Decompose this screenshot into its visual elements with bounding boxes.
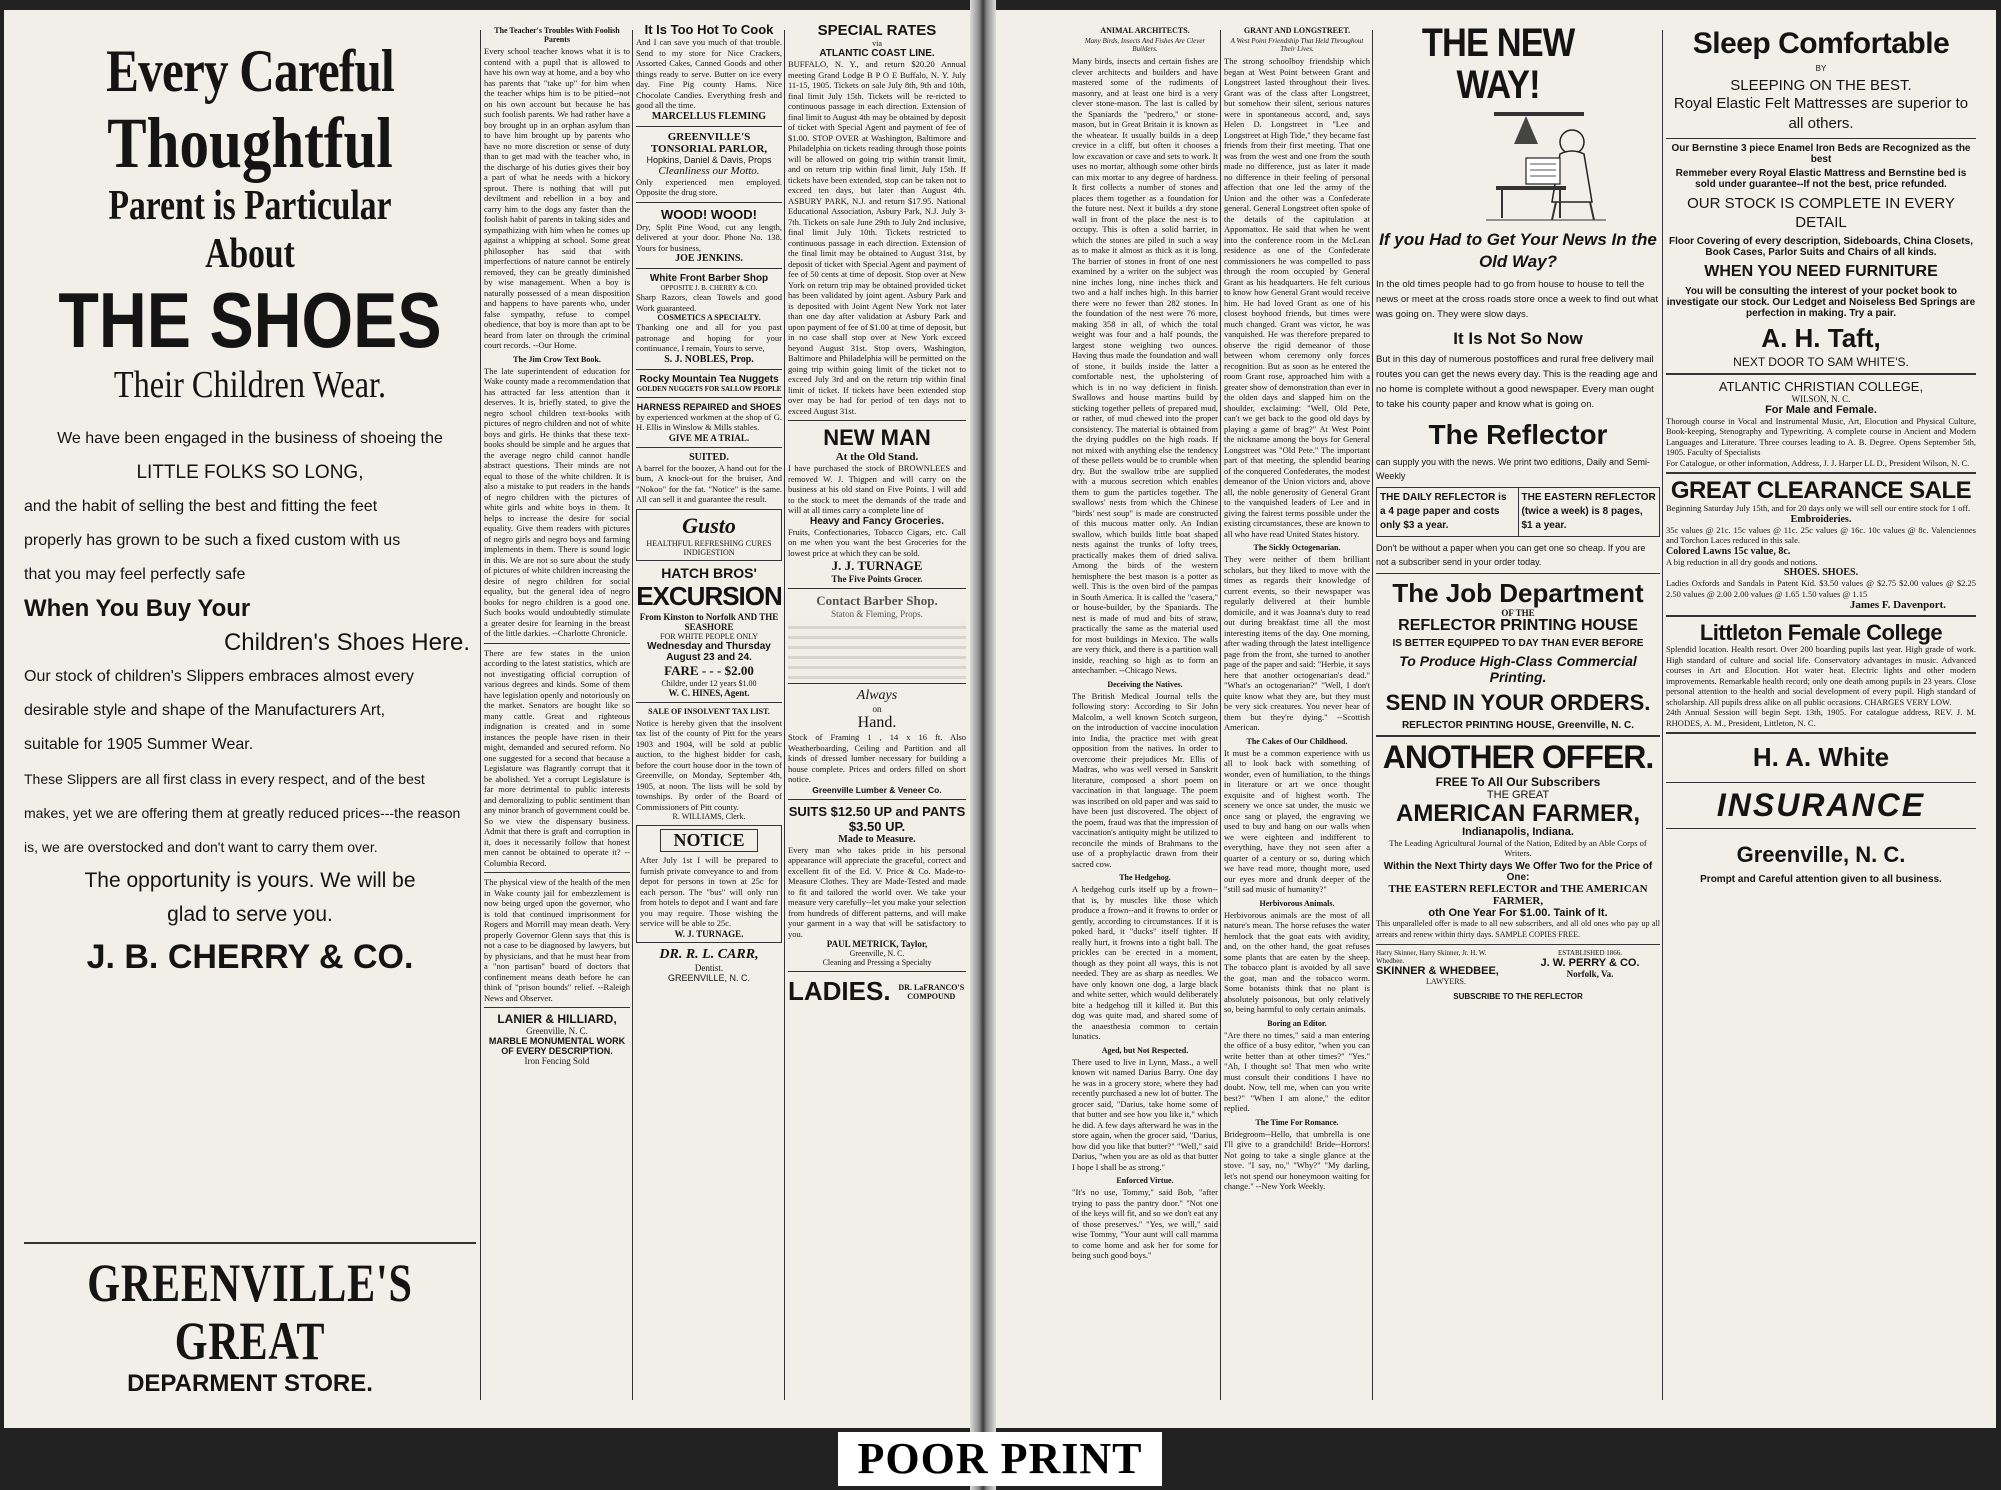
hatch-bros-children: Childre, under 12 years $1.00 (661, 678, 757, 688)
column-rule (632, 30, 633, 1400)
shoe-ad-para-15: glad to serve you. (167, 903, 333, 926)
hatch-bros-excursion: EXCURSION (636, 580, 782, 611)
special-rates-text: BUFFALO, N. Y., and return $20.20 Annual meeting Grand Lodge B P O E Buffalo, N. Y. July 11-15, 1905. Tickets on sale July 8th, 9th and 10th, final limit July 15th. Tickets will be re-ricted to continuous passage in each direction. Extension of final limit to August 4th may be obtained by deposit of ticket with Special Agent and payment of fee of $1.00. STOP OVER at Washington, Baltimore and Philadelphia on tickets reading through those points will be allowed on going trip within transit limit, and on return trip within final limit, July 15th. If tickets have been extended, stop can be taken not to exceed ten days, but later than August 4th. ASBURY PARK, N.J. and return $17.95. National Educational Association, Asbury Park, N.J. July 3-7th. Tickets on sale June 29th to July 2nd inclusive, final limit July 10th. Tickets restricted to continuous passage in each direction. Extension of the final limit may be obtained to August 31st, by deposit of ticket with Special Agent and payment of fee of 50 cents at time of deposit. Stop over at New York on return trip may be obtained provided ticket has been validated by joint agent. Asbury Park and is deposited with Joint Agent New York not later than one day after validation at Asbury Park and upon payment of fee of $1.00 at time of deposit, but in no case shall stop over at New York exceed beyond August 31st. Stop overs, Washington, Baltimore and Philadelphia will be permitted on the going trip within going limit of the ticket not to exceed July 3rd and on the return trip within final limit of ticket. If tickets have been extended stop over may be had for period of ten days not to exceed August 31st. (788, 59, 966, 416)
littleton-session: 24th Annual Session will begin Sept. 13th, 1905. For catalogue address, REV. J. M. RHODES, A. M., President, Littleton, N. C. (1666, 707, 1976, 728)
too-hot-ad-signature: MARCELLUS FLEMING (651, 110, 767, 122)
suited-ad-title: SUITED. (689, 451, 729, 463)
article-heading: Herbivorous Animals. (1259, 898, 1335, 908)
clearance-values: 35c values @ 21c. 15c values @ 11c. 25c values @ 16c. 10c values @ 8c. Valenciennes and Torchon Laces reduced in this sale. (1666, 524, 1976, 546)
poor-print-label: POOR PRINT (838, 1432, 1162, 1486)
shoe-ad-para-7: Children's Shoes Here. (223, 629, 470, 656)
american-farmer: AMERICAN FARMER, (1396, 800, 1640, 828)
divider (1666, 782, 1976, 783)
lanier-ad-fencing: Iron Fencing Sold (524, 1056, 590, 1066)
left-column-4 (788, 22, 966, 1418)
reflector-brand: The Reflector (1428, 418, 1608, 450)
divider (636, 369, 782, 370)
article-heading: GRANT AND LONGSTREET. (1243, 26, 1351, 35)
article-heading: Deceiving the Natives. (1107, 679, 1183, 689)
shoe-ad-para-2: LITTLE FOLKS SO LONG, (136, 462, 364, 483)
article-heading: Enforced Virtue. (1116, 1176, 1174, 1185)
column-rule (784, 30, 785, 1400)
shoe-ad-para-5: that you may feel perfectly safe (24, 566, 246, 583)
new-man-signature-2: The Five Points Grocer. (831, 574, 923, 584)
hatch-bros-for: FOR WHITE PEOPLE ONLY (660, 631, 758, 641)
perry-title: J. W. PERRY & CO. (1540, 957, 1640, 970)
divider (1666, 472, 1976, 474)
shoe-ad-para-12: makes, yet we are offering them at greatly reduced prices---the reason (24, 805, 461, 821)
article-heading: The Jim Crow Text Book. (513, 354, 601, 364)
sleep-best: SLEEPING ON THE BEST. (1730, 76, 1912, 94)
clearance-lawns: Colored Lawns 15c value, 8c. (1666, 545, 1791, 557)
article-heading: The Sickly Octogenarian. (1253, 543, 1341, 552)
suits-title: SUITS $12.50 UP and PANTS $3.50 UP. (788, 803, 966, 834)
divider (484, 643, 630, 644)
reflector-text-2: Don't be without a paper when you can get one so cheap. If you are not a subscriber send in your order today. (1376, 543, 1646, 568)
american-farmer-location: Indianapolis, Indiana. (1462, 826, 1574, 839)
shoe-ad-para-11: These Slippers are all first class in every respect, and of the best (24, 771, 425, 787)
new-way-heading-2: It Is Not So Now (1453, 329, 1583, 348)
white-front-ad-sub: OPPOSITE J. B. CHERRY & CO. (660, 284, 758, 292)
college-contact: For Catalogue, or other information, Address, J. J. Harper LL D., President Wilson, N. C. (1666, 457, 1970, 468)
wood-ad-signature: JOE JENKINS. (675, 253, 743, 264)
column-rule (1372, 30, 1373, 1400)
sleep-mattress: Royal Elastic Felt Mattresses are superior to all others. (1673, 94, 1969, 132)
divider (636, 268, 782, 269)
right-page (996, 10, 1996, 1428)
hatch-bros-dates: Wednesday and Thursday August 23 and 24. (647, 640, 771, 663)
faded-print-block (788, 619, 966, 679)
divider (788, 971, 966, 972)
wood-ad-text: Dry, Split Pine Wood, cut any length, delivered at your door. Phone No. 138. Yours for business, (636, 221, 782, 253)
article-heading: The Time For Romance. (1255, 1117, 1339, 1127)
skinner-lawyers: LAWYERS. (1425, 977, 1467, 987)
special-rates-via: via (872, 39, 882, 48)
article-body: The late superintendent of education for Wake county made a recommendation that has attracted far less attention than it deserves. It is, briefly stated, to give the negro school children text-books with pictures of negro children and not of white boys and girls. He thinks that these text-books should be simple and he argues that the average negro child cannot handle abstract questions. Their minds are not equal to those of the white children. It is also a mistake to put readers in the hands of negro children with the pictures of white girls and white boys in them. It helps to increase the desire for social equality. Give them readers with pictures of negro girls and negro boys and farming implements in them. There is sound logic in this. We are not so sure about the study of pictures of white children increasing the desire of negro children for social equality, but the general idea of negro books for negro children is a good one. Such books would undoubtedly stimulate a greater desire for learning in the breast of the little darkies. --Charlotte Chronicle. (484, 365, 630, 638)
littleton-title: Littleton Female College (1699, 620, 1943, 646)
article-body: The British Medical Journal tells the following story: According to Sir John Malcolm, a well known Scotch surgeon, on the introduction of vaccine inoculation into India, the practice met with great opposition from the natives. In order to overcome their prejudices Mr. Ellis of Madras, who was well versed in Sanskrit literature, composed a short poem on vaccination in that language. The poem was inscribed on old paper and was said to have been just discovered. The object of the poem, fraud was that the impression of vaccination's antiquity might be utilized to reconcile the minds of Brahmans to the use of a prophylactic drawn from their sacred cow. (1072, 690, 1218, 869)
suits-signature: PAUL METRICK, Taylor, (826, 939, 928, 949)
skinner-names: Harry Skinner, Harry Skinner, Jr. H. W. Whedbee. (1376, 949, 1487, 966)
shoe-ad-para-6: When You Buy Your (24, 595, 251, 622)
tonsorial-ad-text: Only experienced men employed. Opposite the drug store. (636, 176, 782, 197)
another-offer-title: ANOTHER OFFER. (1382, 739, 1654, 776)
perry-ad (1520, 949, 1660, 986)
right-column-3 (1376, 22, 1660, 1418)
divider (636, 126, 782, 127)
article-body: The physical view of the health of the men in Wake county jail for embezzlement is now being urged upon the governor, who is told that continued imprisonment for Rogers and Morrill may mean death. Very properly Governor Glenn says that this is not a case to be diagnosed by lawyers, but by physicians, and that he must hear from a "non partisan" board of doctors that confinement means death before he can think of "prison bounds" relief. --Raleigh News and Observer. (484, 877, 630, 1003)
tonsorial-ad-title: GREENVILLE'S TONSORIAL PARLOR, (650, 130, 768, 155)
divider (1666, 732, 1976, 734)
harness-ad-text: by experienced workmen at the shop of G. H. Ellis in Winslow & Mills stables. (636, 411, 782, 432)
tax-list-signature: R. WILLIAMS, Clerk. (672, 812, 746, 821)
reading-man-illustration (1376, 106, 1660, 224)
dr-carr-sub: Dentist. (694, 962, 724, 973)
another-offer-free: FREE To All Our Subscribers (1435, 775, 1601, 790)
shoe-ad-line-1: Every Careful (106, 38, 394, 104)
divider (1666, 373, 1976, 375)
clearance-reduction: A big reduction in all dry goods and notions. (1666, 556, 1818, 567)
always-title: Always (856, 688, 898, 703)
gusto-text: HEALTHFUL REFRESHING CURES INDIGESTION (646, 538, 772, 557)
tonsorial-ad-props: Hopkins, Daniel & Davis, Props (646, 154, 772, 165)
left-column-3 (636, 22, 782, 1418)
hatch-bros-title: HATCH BROS' (661, 564, 757, 581)
gusto-ad (636, 509, 782, 561)
white-name: H. A. White (1752, 742, 1890, 773)
gusto-brand: Gusto (682, 512, 736, 538)
daily-edition: THE DAILY REFLECTOR is a 4 page paper and costs only $3 a year. (1377, 488, 1519, 536)
hatch-bros-route: From Kinston to Norfolk AND THE SEASHORE (639, 611, 779, 632)
job-dept-title: The Job Department (1392, 578, 1644, 609)
white-front-ad-text-2: Thanking one and all for you past patronage and hoping for your continuance, I remain, Yours to serve, (636, 322, 782, 353)
perry-location: Norfolk, Va. (1566, 969, 1614, 980)
article-heading: ANIMAL ARCHITECTS. (1100, 26, 1190, 35)
article-subheading: A West Point Friendship That Held Throughout Their Lives. (1230, 37, 1364, 53)
skinner-title: SKINNER & WHEDBEE, (1376, 965, 1499, 978)
skinner-whedbee-ad (1376, 949, 1516, 986)
sleep-comfortable-title: Sleep Comfortable (1692, 27, 1950, 60)
job-dept-equipped: IS BETTER EQUIPPED TO DAY THAN EVER BEFORE (1392, 638, 1644, 650)
always-signature: Greenville Lumber & Veneer Co. (812, 784, 942, 795)
barber-shop-title: Contact Barber Shop. (816, 593, 938, 608)
always-hand: Hand. (857, 714, 897, 731)
new-way-title: THE NEW WAY! (1421, 22, 1575, 107)
always-text: Stock of Framing 1 , 14 x 16 ft. Also Weatherboarding, Ceiling and Partition and all kinds of dressed lumber necessary for building a house complete. Prices and orders filled on short notice. (788, 732, 966, 784)
sleep-floor: Floor Covering of every description, Sideboards, China Closets, Book Cases, Parlor Suits and Chairs of all kinds. (1669, 235, 1973, 258)
american-farmer-desc: The Leading Agricultural Journal of the Nation, Edited by an Able Corps of Writers. (1389, 838, 1647, 859)
shoe-ad-para-1: We have been engaged in the business of shoeing the (57, 430, 443, 447)
college-title: ATLANTIC CHRISTIAN COLLEGE, (1718, 378, 1924, 394)
sleep-investigate: You will be consulting the interest of your pocket book to investigate our stock. Our Ledget and Noiseless Bed Springs are perfection in making. Try a pair. (1666, 286, 1976, 320)
special-rates-line: ATLANTIC COAST LINE. (819, 48, 935, 59)
new-man-title: NEW MAN (823, 425, 931, 450)
cherry-shoe-ad (24, 38, 476, 977)
reflector-text: can supply you with the news. We print two editions, Daily and Semi-Weekly (1376, 457, 1650, 482)
divider (1376, 573, 1660, 574)
right-column-4 (1666, 22, 1976, 1418)
suits-text: Every man who takes pride in his personal appearance will appreciate the graceful, correct and excellent fit of the Ed. V. Price & Co. Made-to-Measure Clothes. They are Made-Tested and made to fit and tailored the world over. We take your measure very carefully--let you make your selection from hundreds of different patterns, and will make your garment in a way that will be satisfactory to you. (788, 844, 966, 939)
article-heading: The Cakes of Our Childhood. (1246, 736, 1348, 746)
job-dept-produce: To Produce High-Class Commercial Printing. (1399, 653, 1637, 686)
divider (1666, 828, 1976, 829)
article-body: Every school teacher knows what it is to contend with a pupil that is allowed to have his own way at home, and a boy who has parents that "take up" for him when the teacher whips him is to be pitied--not on his own account but because he has such foolish parents. We had rather have a boy brought up in an orphan asylum than to have him brought up by parents who have no more discretion or sense of duty than to get mad with the teacher who, in the discharge of his duties gives their boy a part of what he needs with a hickory sprout. There is nothing that will put deviltment and rebellion in a boy and carry him to the dogs any faster than the foolish habit of parents in taking sides and sympathizing with him when he comes up against a whipping at school. Some great philosopher has said that with imperfections of nature cannot be entirely removed, they can be greatly diminished by wise management. When a boy is naturally possessed of a mean disposition and happens to have parents who, under false sympathy, refuse to compel obedience, that boy is more than apt to be heard from later on through the criminal court records. --Our Home. (484, 46, 630, 350)
college-location: WILSON, N. C. (1791, 393, 1851, 404)
shoe-ad-para-8: Our stock of children's Slippers embraces almost every (24, 668, 414, 685)
clearance-title: GREAT CLEARANCE SALE (1670, 477, 1972, 505)
tonsorial-ad-motto: Cleanliness our Motto. (658, 164, 760, 177)
suited-ad-text: A barrel for the boozer, A hand out for the bum, A knock-out for the bruiser, And "Nokoo" for the fat. "Notice" is the same. All can sell it and guarantee the result. (636, 462, 782, 504)
white-front-ad-text: Sharp Razors, clean Towels and good Work guaranteed. (636, 292, 782, 313)
article-body: The strong schoolboy friendship which began at West Point between Grant and Longstreet lasted throughout their lives. Grant was of the class after Longstreet, but somehow their silent, serious natures were in spontaneous accord, and, says Helen D. Longstreet in "Lee and Longstreet at High Tide," they became fast friends from their first meeting. That one was from the west and one from the south made no difference, just as later it made no difference in their feeling of personal affection that one led the army of the Union and the other was a Confederate general. General Longstreet often spoke of the details of the capitulation at Appomattox. He said that when he went into the conference room in the McLean residence as one of the Confederate commissioners he was compelled to pass through the room occupied by General Grant as his headquarters. He felt curious to know how General Grant would receive him. He had loved Grant as one of his closest boyhood friends, but times were much changed. Grant was victor, he was vanquished. He was therefore prepared to observe the rigid demeanor of those between whom ceremony only forces recognition. But as soon as he entered the room Grant rose, approached him with a greater show of demonstration than ever in the olden days and slapped him on the shoulder, exclaiming: "Well, Old Pete, can't we get back to the good old days by playing a game of brag?" At West Point the nickname among the boys for General Longstreet was "Old Pete." The important part of that meeting, the splendid bearing of the conquered Confederates, the modest demeanor of the Union victors and, above all, the noble generosity of General Grant to the vanquished leaders of Lee and in giving the fairest terms possible under the existing circumstances, these are known to all who have read United States history. (1224, 56, 1370, 539)
new-man-signature: J. J. TURNAGE (831, 558, 923, 573)
tea-nuggets-ad-sub: GOLDEN NUGGETS FOR SALLOW PEOPLE (636, 384, 782, 393)
right-column-1 (1072, 22, 1218, 1418)
eastern-edition: THE EASTERN REFLECTOR (twice a week) is 8 pages, $1 a year. (1521, 492, 1656, 532)
shoe-ad-signature: J. B. CHERRY & CO. (86, 938, 414, 976)
clearance-shoe-values: Ladies Oxfords and Sandals in Patent Kid. $3.50 values @ $2.75 $2.00 values @ $2.25 2.50 values @ 2.00 2.00 values @ 1.65 1.50 values @ 1.15 (1666, 578, 1976, 599)
shoe-ad-line-4: THE SHOES (58, 276, 442, 364)
sleep-stock: OUR STOCK IS COMPLETE IN EVERY DETAIL (1687, 194, 1955, 231)
sleep-guarantee: Remmeber every Royal Elastic Mattress and Bernstine bed is sold under guarantee--If not the best, price refunded. (1675, 167, 1967, 190)
article-body: Many birds, insects and certain fishes are clever architects and builders and have mastered some of the rudiments of masonry, and at least one bird is a very clever stone-mason. The last is called by the Spaniards the "pedrero," or stone-mason, but in Great Britain it is known as the wheatear. It usually builds in a deep crevice in a cliff, but often it chooses a low excavation or cave and sets to work. It uses no mortar, although some other birds can mix mortar to any degree of hardness. It first collects a number of stones and places them together as a foundation for the future nest. Next it builds a dry stone wall in front of the place the nest is to occupy. This is often a solid barrier, in which the stones are piled in such a way as to make it almost as thick as it is long. The barrier of stones in front of one nest examined by a writer on the subject was nine inches long, nine inches thick and two and a half inches high. In this barrier there were no fewer than 282 stones. In the foundation of the nest were 76 more, making 358 in all, of which the total weight was four and a half pounds, the largest stone weighing two ounces. Having thus made the foundation and wall of stone, it builds inside the latter a comfortable nest, the upholstering of which is in no way deficient in finish. Swallows and house martins build by sticking together pellets of prepared mud, or rather, of mud chewed into the proper consistency. The material is obtained from the drying puddles on the high roads. If not mixed with anything else the tendency of these pellets would be to crumble when dry. But the swallow tribe are supplied with a mucous secretion which enables them to gum the particles together. The swallows' nests from which the Chinese "birds' nest soup" is made are constructed of this mucous matter only. An Indian swallow, which builds little boat shaped nests against the trunks of lofty trees, practically makes them of dried saliva. Among the birds of the western hemisphere the best mason is a potter as well. This is the oven bird of the pampas in South America. It is called the "casera," or house-builder, by the Spaniards. The nest is made of mud and bits of straw, practically the same as the material used for most buildings in Mexico. The walls are very thick, and there is a partition wall inside, reaching so high as to form an antechamber. --Chicago News. (1072, 56, 1218, 675)
too-hot-ad-text: And I can save you much of that trouble. Send to my store for Nice Crackers, Assorted Cakes, Canned Goods and other things ready to serve. Butter on ice every day. Fine Pig county Hams. Nice Chocolate Candies. Everything fresh and good all the time. (636, 37, 782, 110)
subscribe-footer: SUBSCRIBE TO THE REFLECTOR (1453, 992, 1583, 1002)
clearance-shoes: SHOES. SHOES. (1783, 567, 1859, 579)
harness-ad-title: HARNESS REPAIRED and SHOES (636, 401, 782, 412)
divider (788, 588, 966, 589)
new-man-text: I have purchased the stock of BROWNLEES and removed W. J. Thigpen and will carry on the business at his old stand on Five Points. I will add to the stock to meet the demands of the trade and will at all times carry a complete line of (788, 463, 966, 515)
new-man-sub: At the Old Stand. (835, 451, 919, 463)
article-body: A hedgehog curls itself up by a frown--that is, by muscles like those which produce a frown--and it frowns to order or gently, according to circumstances. If it is poked hard, it "ducks" itself tighter. If really hurt, it frowns into a tight ball. The prickles can be erected in a moment, though as they point all ways, this is not needed. They are as sharp as needles. We have only known one dog, a large black and white setter, which would deliberately bite a hedgehog till it killed it. But this dog was quite mad, and shared some of the anaesthesia common to certain lunatics. (1072, 884, 1218, 1041)
dr-carr-title: DR. R. L. CARR, (659, 946, 759, 962)
divider (636, 447, 782, 448)
article-body: Herbivorous animals are the most of all nature's mean. The horse refuses the water hemlock that the goat eats with avidity, and, on the other hand, the goat refuses some plants that are eaten by the sheep. The tobacco plant is avoided by all save the goat, man and the tobacco worm. Some botanists think that no plant is absolutely poisonous, but only relatively so, being harmful to only certain animals. (1224, 909, 1370, 1014)
left-column-2 (484, 22, 630, 1418)
tax-list-title: SALE OF INSOLVENT TAX LIST. (648, 706, 770, 716)
divider (1376, 944, 1660, 945)
white-front-ad-title: White Front Barber Shop (649, 273, 769, 284)
clearance-embroideries: Embroideries. (1790, 513, 1852, 525)
another-offer-papers: THE EASTERN REFLECTOR and THE AMERICAN FARMER, (1388, 883, 1648, 908)
lanier-ad-text: MARBLE MONUMENTAL WORK OF EVERY DESCRIPTION. (488, 1036, 626, 1056)
shoe-ad-para-3: and the habit of selling the best and fitting the feet (24, 498, 378, 515)
another-offer-terms: This unparalleled offer is made to all new subscribers, and all old ones who pay up all arrears and renew within thirty days. SAMPLE COPIES FREE. (1376, 919, 1660, 939)
new-way-text-2: But in this day of numerous postoffices and rural free delivery mail routes you can get the news every day. This is the reading age and no home is complete without a good newspaper. Every man ought to take his county paper and know what is going on. (1376, 353, 1658, 410)
new-way-text-1: In the old times people had to go from house to house to tell the news or meet at the cross roads store once a week to find out what was going on. They were slow days. (1376, 279, 1658, 320)
article-heading: Boring an Editor. (1267, 1018, 1327, 1028)
perry-established: ESTABLISHED 1866. (1558, 949, 1622, 958)
column-rule (1220, 30, 1221, 1400)
divider (788, 799, 966, 800)
hatch-bros-agent: W. C. HINES, Agent. (668, 687, 750, 698)
another-offer-within: Within the Next Thirty days We Offer Two for the Price of One: (1383, 861, 1653, 884)
divider (484, 872, 630, 873)
suits-footer: Cleaning and Pressing a Specialty (822, 958, 932, 967)
shoe-ad-para-10: suitable for 1905 Summer Wear. (24, 736, 254, 753)
shoe-ad-line-5: Their Children Wear. (113, 364, 387, 406)
taft-location: NEXT DOOR TO SAM WHITE'S. (1733, 354, 1909, 369)
article-heading: The Hedgehog. (1119, 873, 1171, 882)
reflector-editions (1376, 487, 1660, 537)
sleep-beds: Our Bernstine 3 piece Enamel Iron Beds are Recognized as the best (1671, 142, 1971, 165)
clearance-text: Beginning Saturday July 15th, and for 20 days only we will sell our entire stock for 1 off. (1666, 503, 1971, 514)
greenville-great-store-ad (24, 1242, 476, 1398)
divider (636, 397, 782, 398)
new-way-question: If you Had to Get Your News In the Old Way? (1379, 230, 1657, 271)
special-rates-title: SPECIAL RATES (817, 22, 937, 39)
divider (636, 202, 782, 203)
another-offer-price: oth One Year For $1.00. Taink of It. (1428, 907, 1608, 920)
divider (1666, 138, 1976, 139)
insurance-title: INSURANCE (1716, 786, 1926, 823)
article-body: Bridegroom--Hello, that umbrella is one I'll give to a grandchild! Bride--Horrors! Not going to take a single glance at the stove. "I say, no," "Why?" "My darling, let's not spend our honeymoon waiting for change." --New York Weekly. (1224, 1128, 1370, 1191)
article-body: There are few states in the union according to the latest statistics, which are not investigating official corruption of various degrees and kinds. Some of them have legislation openly and notoriously on the market. Senators are bought like so many cattle. Great and righteous indignation is created and in some instances the people have risen in their might, demanded and secured reform. No one suggested for a second that because a Legislature was flagrantly corrupt that it be abolished. Yet a corrupt Legislature is far more detrimental to public interests and demoralizing to public sentiment than any minor branch of government could be. So we view the dispensary business. Admit that there is graft and corruption in it, does it necessarily follow that honest men cannot be obtained to operate it? --Columbia Record. (484, 647, 630, 868)
right-column-2 (1224, 22, 1370, 1418)
shoe-ad-line-3: Parent is Particular About (108, 183, 392, 277)
shoe-ad-para-4: properly has grown to be such a fixed custom with us (24, 532, 401, 549)
article-heading: Aged, but Not Respected. (1101, 1045, 1189, 1055)
article-body: They were neither of them brilliant scholars, but they liked to move with the times as regards their knowledge of current events, so their newspaper was regularly delivered at their humble domicile, and it was Joanna's duty to read out during breakfast time all the most interesting items of the day. One morning, after wading through the latest intelligence page from the front, she turned to another page of the paper and said: "Herbie, it says here that another octogenarian's dead." "What's an octogenarian?" "Well, I don't quite know what they are, but they must be very sick creatures. You never hear of them but they're dying." --Scottish American. (1224, 554, 1370, 732)
harness-ad-signature: GIVE ME A TRIAL. (668, 432, 750, 443)
white-attention: Prompt and Careful attention given to all business. (1700, 874, 1942, 886)
article-body: It must be a common experience with us all to look back with something of wonder, even of humiliation, to the things in literature or art we once thought exquisite and of highest worth. The scenery we once sat under, the music we once sang or played, the engraving we used to buy and hang on our walls when we were eighteen and indifferent to everything, have they not seen after a quarter of a century or so, during which we have read more, thought more, used our eyes more and drunk deeper of the "still sad music of humanity?" (1224, 747, 1370, 894)
article-body: There used to live in Lynn, Mass., a well known wit named Darius Barry. One day he was in a grocery store, where they had recently purchased a new lot of butter. The grocer said, "Darius, take home some of that butter and see how you like it," which he did. A few days afterward he was in the store again, when the grocer said, "Darius, how did you like that butter?" "Well," said Darius, "when you are as old as that butter I hope I shall be as strong." (1072, 1056, 1218, 1172)
article-body: "It's no use, Tommy," said Bob, "after trying to pass the pantry door." "Not one of the keys will fit, and so we don't eat any of those preserves." "Yes, we will," said wise Tommy, "Your aunt will call mamma to come home and ask her for some for being such good boys." (1072, 1187, 1218, 1260)
ladies-title: LADIES. (788, 976, 891, 1006)
barber-shop-props: Staton & Fleming, Props. (831, 609, 923, 619)
bottom-ads-row (1376, 949, 1660, 986)
white-location: Greenville, N. C. (1736, 842, 1906, 868)
shoe-ad-para-14: The opportunity is yours. We will be (84, 869, 416, 892)
divider (1376, 735, 1660, 737)
notice-text: After July 1st I will be prepared to furnish private conveyance to and from depot for persons in town at 25c for each person. The "bus" will only run from hotels to depot and I want and fare you may require. Those wishing the service will be able to 25c. (640, 855, 778, 928)
suits-sub: Made to Measure. (838, 833, 916, 845)
too-hot-ad-title: It Is Too Hot To Cook (644, 22, 774, 37)
job-dept-address: REFLECTOR PRINTING HOUSE, Greenville, N. C. (1401, 720, 1635, 732)
taft-name: A. H. Taft, (1761, 323, 1881, 354)
sleep-by: BY (1815, 63, 1827, 73)
article-body: "Are there no times," said a man entering the office of a busy editor, "when you can write better than at other times?" "Yes." "Ah, I thought so! That men who write must consult their conditions I have no doubt. Now, tell me, when can you write best?" "When I am alone," the editor replied. (1224, 1029, 1370, 1113)
hatch-bros-fare: FARE - - - $2.00 (664, 662, 754, 678)
notice-title: NOTICE (660, 829, 758, 852)
shoe-ad-line-2: Thoughtful (107, 103, 393, 183)
left-page (4, 10, 970, 1428)
ladies-ad (788, 976, 966, 1007)
great-store-line-2: DEPARMENT STORE. (127, 1370, 373, 1397)
divider (636, 702, 782, 703)
article-subheading: Many Birds, Insects And Fishes Are Clever Builders. (1084, 37, 1206, 53)
lanier-ad-title: LANIER & HILLIARD, (497, 1012, 617, 1026)
new-man-groceries: Heavy and Fancy Groceries. (810, 515, 944, 527)
littleton-text: Splendid location. Health resort. Over 200 boarding pupils last year. High grade of work. High standard of culture and social life. Conservatory advantages in music. Advanced courses in Art and Elocution. Hot water heat. Electric lights and other modern improvements. Remarkable health record; only one death among pupils in 23 years. Close personal attention to the health and social development of every pupil. High standard of scholarship. All pupils dress alike on all public occasions. CHARGES VERY LOW. (1666, 644, 1976, 707)
sleep-furniture: WHEN YOU NEED FURNITURE (1704, 262, 1938, 280)
new-way-header (1376, 22, 1660, 106)
shoe-ad-para-13: is, we are overstocked and don't want to carry them over. (24, 839, 378, 855)
dr-carr-location: GREENVILLE, N. C. (667, 972, 751, 983)
clearance-signature: James F. Davenport. (1849, 599, 1946, 612)
white-front-ad-cosmetics: COSMETICS A SPECIALTY. (657, 313, 761, 322)
tea-nuggets-ad-title: Rocky Mountain Tea Nuggets (639, 373, 779, 385)
column-rule (480, 30, 481, 1400)
divider (484, 1007, 630, 1008)
divider (788, 683, 966, 684)
divider (1666, 615, 1976, 617)
college-for: For Male and Female. (1765, 403, 1877, 416)
divider (788, 420, 966, 421)
notice-signature: W. J. TURNAGE. (674, 928, 744, 939)
notice-ad (636, 825, 782, 943)
page-gutter (970, 0, 996, 1490)
tax-list-text: Notice is hereby given that the insolvent tax list of the county of Pitt for the years 1903 and 1904, will be sold at public auction, to the highest bidder for cash, before the court house door in the town of Greenville, on Monday, September 4th, 1905, at noon. The lists will be sold by townships. By order of the Board of Commissioners of Pitt county. (636, 717, 782, 812)
always-on: on (872, 704, 882, 714)
new-man-text-2: Fruits, Confectionaries, Tobacco Cigars, etc. Call on me when you want the best Groceries for the lowest price at which they can be sold. (788, 526, 966, 558)
job-dept-of: OF THE (1501, 607, 1535, 618)
suits-location: Greenville, N. C. (849, 949, 905, 958)
column-rule (1662, 30, 1663, 1400)
ladies-brand: DR. LaFRANCO'S COMPOUND (898, 982, 965, 1001)
job-dept-orders: SEND IN YOUR ORDERS. (1385, 690, 1651, 716)
article-heading: The Teacher's Troubles With Foolish Parents (494, 26, 620, 44)
shoe-ad-para-9: desirable style and shape of the Manufacturers Art, (24, 702, 386, 719)
another-offer-great: THE GREAT (1486, 789, 1550, 802)
white-front-ad-signature: S. J. NOBLES, Prop. (664, 353, 754, 365)
wood-ad-title: WOOD! WOOD! (660, 206, 758, 222)
great-store-line-1: GREENVILLE'S GREAT (87, 1253, 413, 1371)
college-text: Thorough course in Vocal and Instrumental Music, Art, Elocution and Physical Culture, Book-keeping, Stenography and Typewriting. A complete course in Ancient and Modern Languages and Literature. Three courses leading to A. B. Degree. Opens September 5th, 1905. Faculty of Specialists (1666, 415, 1976, 458)
lanier-ad-location: Greenville, N. C. (526, 1026, 588, 1036)
job-dept-house: REFLECTOR PRINTING HOUSE (1398, 616, 1638, 634)
